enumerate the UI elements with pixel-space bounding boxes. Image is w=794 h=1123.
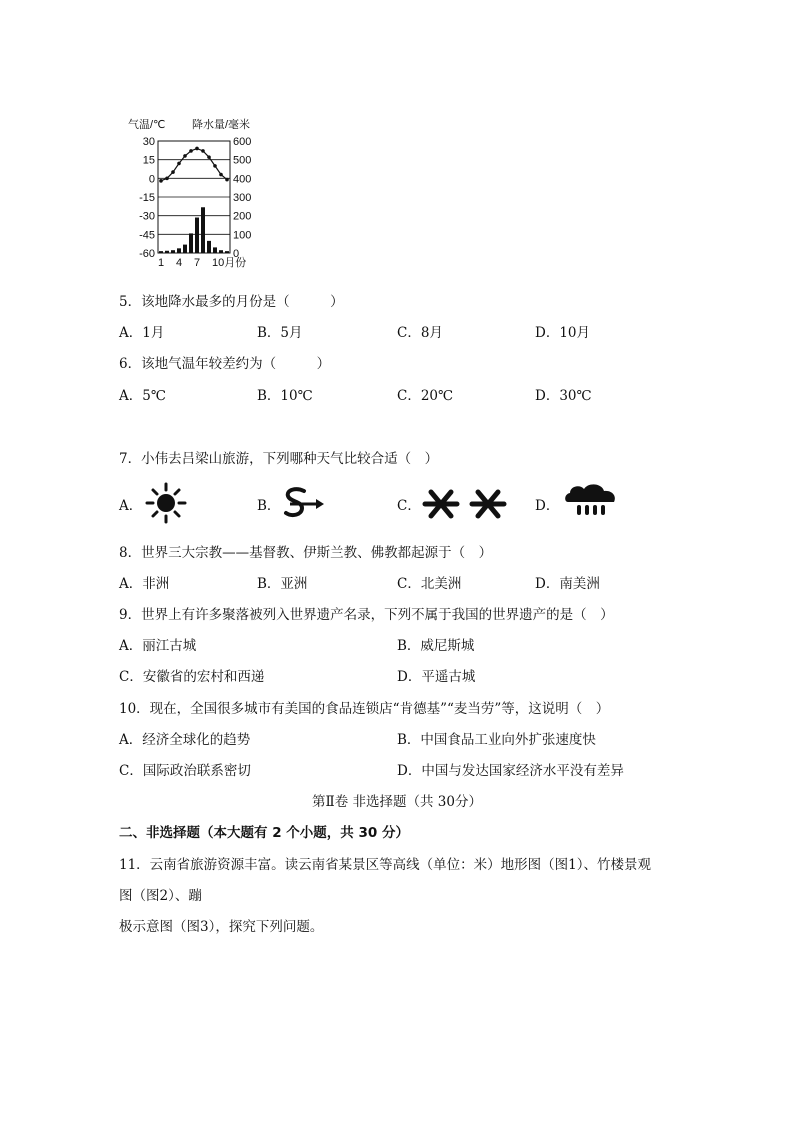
q9-option-b[interactable]: B．威尼斯城 — [397, 638, 475, 654]
precip-bar — [165, 251, 169, 253]
left-tick-label: 0 — [148, 173, 155, 186]
q5-option-b[interactable]: B．5月 — [257, 325, 303, 341]
question-10: 10．现在，全国很多城市有美国的食品连锁店“肯德基”“麦当劳”等，这说明（ ） — [119, 701, 610, 717]
left-tick-label: -15 — [139, 192, 155, 204]
question-9: 9．世界上有许多聚落被列入世界遗产名录，下列不属于我国的世界遗产的是（ ） — [119, 607, 614, 623]
precip-bar — [177, 248, 181, 253]
precip-bar — [183, 245, 187, 253]
q7-option-b-label[interactable]: B． — [257, 498, 281, 514]
precip-bar — [225, 251, 229, 253]
climate-chart — [126, 116, 266, 276]
x-tick-label: 7 — [194, 257, 201, 269]
temperature-point — [189, 149, 193, 153]
q5-option-d[interactable]: D．10月 — [535, 325, 591, 341]
left-tick-label: 30 — [142, 136, 155, 148]
temperature-point — [159, 179, 163, 183]
left-tick-label: 15 — [142, 154, 155, 167]
question-11-line-3: 极示意图（图3），探究下列问题。 — [119, 919, 324, 935]
sun-icon[interactable] — [144, 482, 188, 524]
q9-option-d[interactable]: D．平遥古城 — [397, 669, 476, 685]
rain-cloud-icon[interactable] — [562, 480, 620, 520]
precip-bar — [189, 233, 193, 253]
part-2-title: 第Ⅱ卷 非选择题（共 30分） — [312, 794, 482, 810]
question-6: 6．该地气温年较差约为（ ） — [119, 356, 331, 372]
right-tick-label: 500 — [233, 154, 252, 167]
temperature-point — [177, 162, 181, 166]
q7-option-d-label[interactable]: D． — [535, 498, 560, 514]
x-tick-label: 10月份 — [212, 257, 247, 269]
question-11-line-2: 图（图2）、蹦 — [119, 888, 202, 904]
temperature-line — [161, 148, 227, 180]
q6-option-d[interactable]: D．30℃ — [535, 388, 592, 404]
q7-option-a-label[interactable]: A． — [119, 498, 143, 514]
x-tick-label: 1 — [158, 257, 165, 269]
q7-option-c-label[interactable]: C． — [397, 498, 421, 514]
question-8: 8．世界三大宗教——基督教、伊斯兰教、佛教都起源于（ ） — [119, 545, 493, 561]
precip-bar — [207, 241, 211, 253]
question-11-line-1: 11．云南省旅游资源丰富。读云南省某景区等高线（单位：米）地形图（图1）、竹楼景观 — [119, 857, 652, 873]
precip-bar — [201, 207, 205, 253]
temperature-point — [195, 147, 199, 151]
q9-option-c[interactable]: C．安徽省的宏村和西递 — [119, 669, 265, 685]
right-tick-label: 600 — [233, 136, 252, 148]
snow-icon[interactable] — [420, 486, 510, 522]
question-5: 5．该地降水最多的月份是（ ） — [119, 294, 344, 310]
q6-option-a[interactable]: A．5℃ — [119, 388, 166, 404]
precip-axis-label: 降水量/毫米 — [192, 119, 251, 131]
q6-option-c[interactable]: C．20℃ — [397, 388, 454, 404]
precip-bar — [195, 218, 199, 253]
left-tick-label: -60 — [139, 248, 155, 260]
temperature-point — [201, 149, 205, 153]
right-tick-label: 400 — [233, 173, 252, 186]
right-tick-label: 200 — [233, 210, 252, 223]
wind-icon[interactable] — [280, 484, 326, 524]
temperature-point — [219, 173, 223, 177]
q5-option-a[interactable]: A．1月 — [119, 325, 165, 341]
q10-option-d[interactable]: D．中国与发达国家经济水平没有差异 — [397, 763, 624, 779]
question-7: 7．小伟去吕梁山旅游，下列哪种天气比较合适（ ） — [119, 451, 439, 467]
q8-option-c[interactable]: C．北美洲 — [397, 576, 462, 592]
q9-option-a[interactable]: A．丽江古城 — [119, 638, 197, 654]
q5-option-c[interactable]: C．8月 — [397, 325, 443, 341]
right-tick-label: 300 — [233, 192, 252, 204]
precip-bar — [159, 251, 163, 253]
temperature-point — [183, 154, 187, 158]
temperature-point — [165, 177, 169, 181]
x-tick-label: 4 — [176, 257, 183, 269]
temperature-point — [225, 178, 229, 182]
temperature-point — [213, 164, 217, 168]
left-tick-label: -30 — [139, 210, 155, 223]
temperature-point — [207, 155, 211, 159]
precip-bar — [219, 250, 223, 253]
q10-option-a[interactable]: A．经济全球化的趋势 — [119, 732, 251, 748]
q10-option-b[interactable]: B．中国食品工业向外扩张速度快 — [397, 732, 596, 748]
precip-bar — [171, 250, 175, 253]
right-tick-label: 100 — [233, 229, 252, 242]
section-2-title: 二、非选择题（本大题有 2 个小题，共 30 分） — [119, 825, 409, 841]
q10-option-c[interactable]: C．国际政治联系密切 — [119, 763, 251, 779]
q8-option-a[interactable]: A．非洲 — [119, 576, 170, 592]
temperature-point — [171, 170, 175, 174]
q6-option-b[interactable]: B．10℃ — [257, 388, 313, 404]
left-tick-label: -45 — [139, 229, 155, 242]
temp-axis-label: 气温/℃ — [128, 119, 166, 131]
q8-option-d[interactable]: D．南美洲 — [535, 576, 600, 592]
q8-option-b[interactable]: B．亚洲 — [257, 576, 308, 592]
precip-bar — [213, 247, 217, 253]
right-tick-label: 0 — [233, 248, 240, 260]
